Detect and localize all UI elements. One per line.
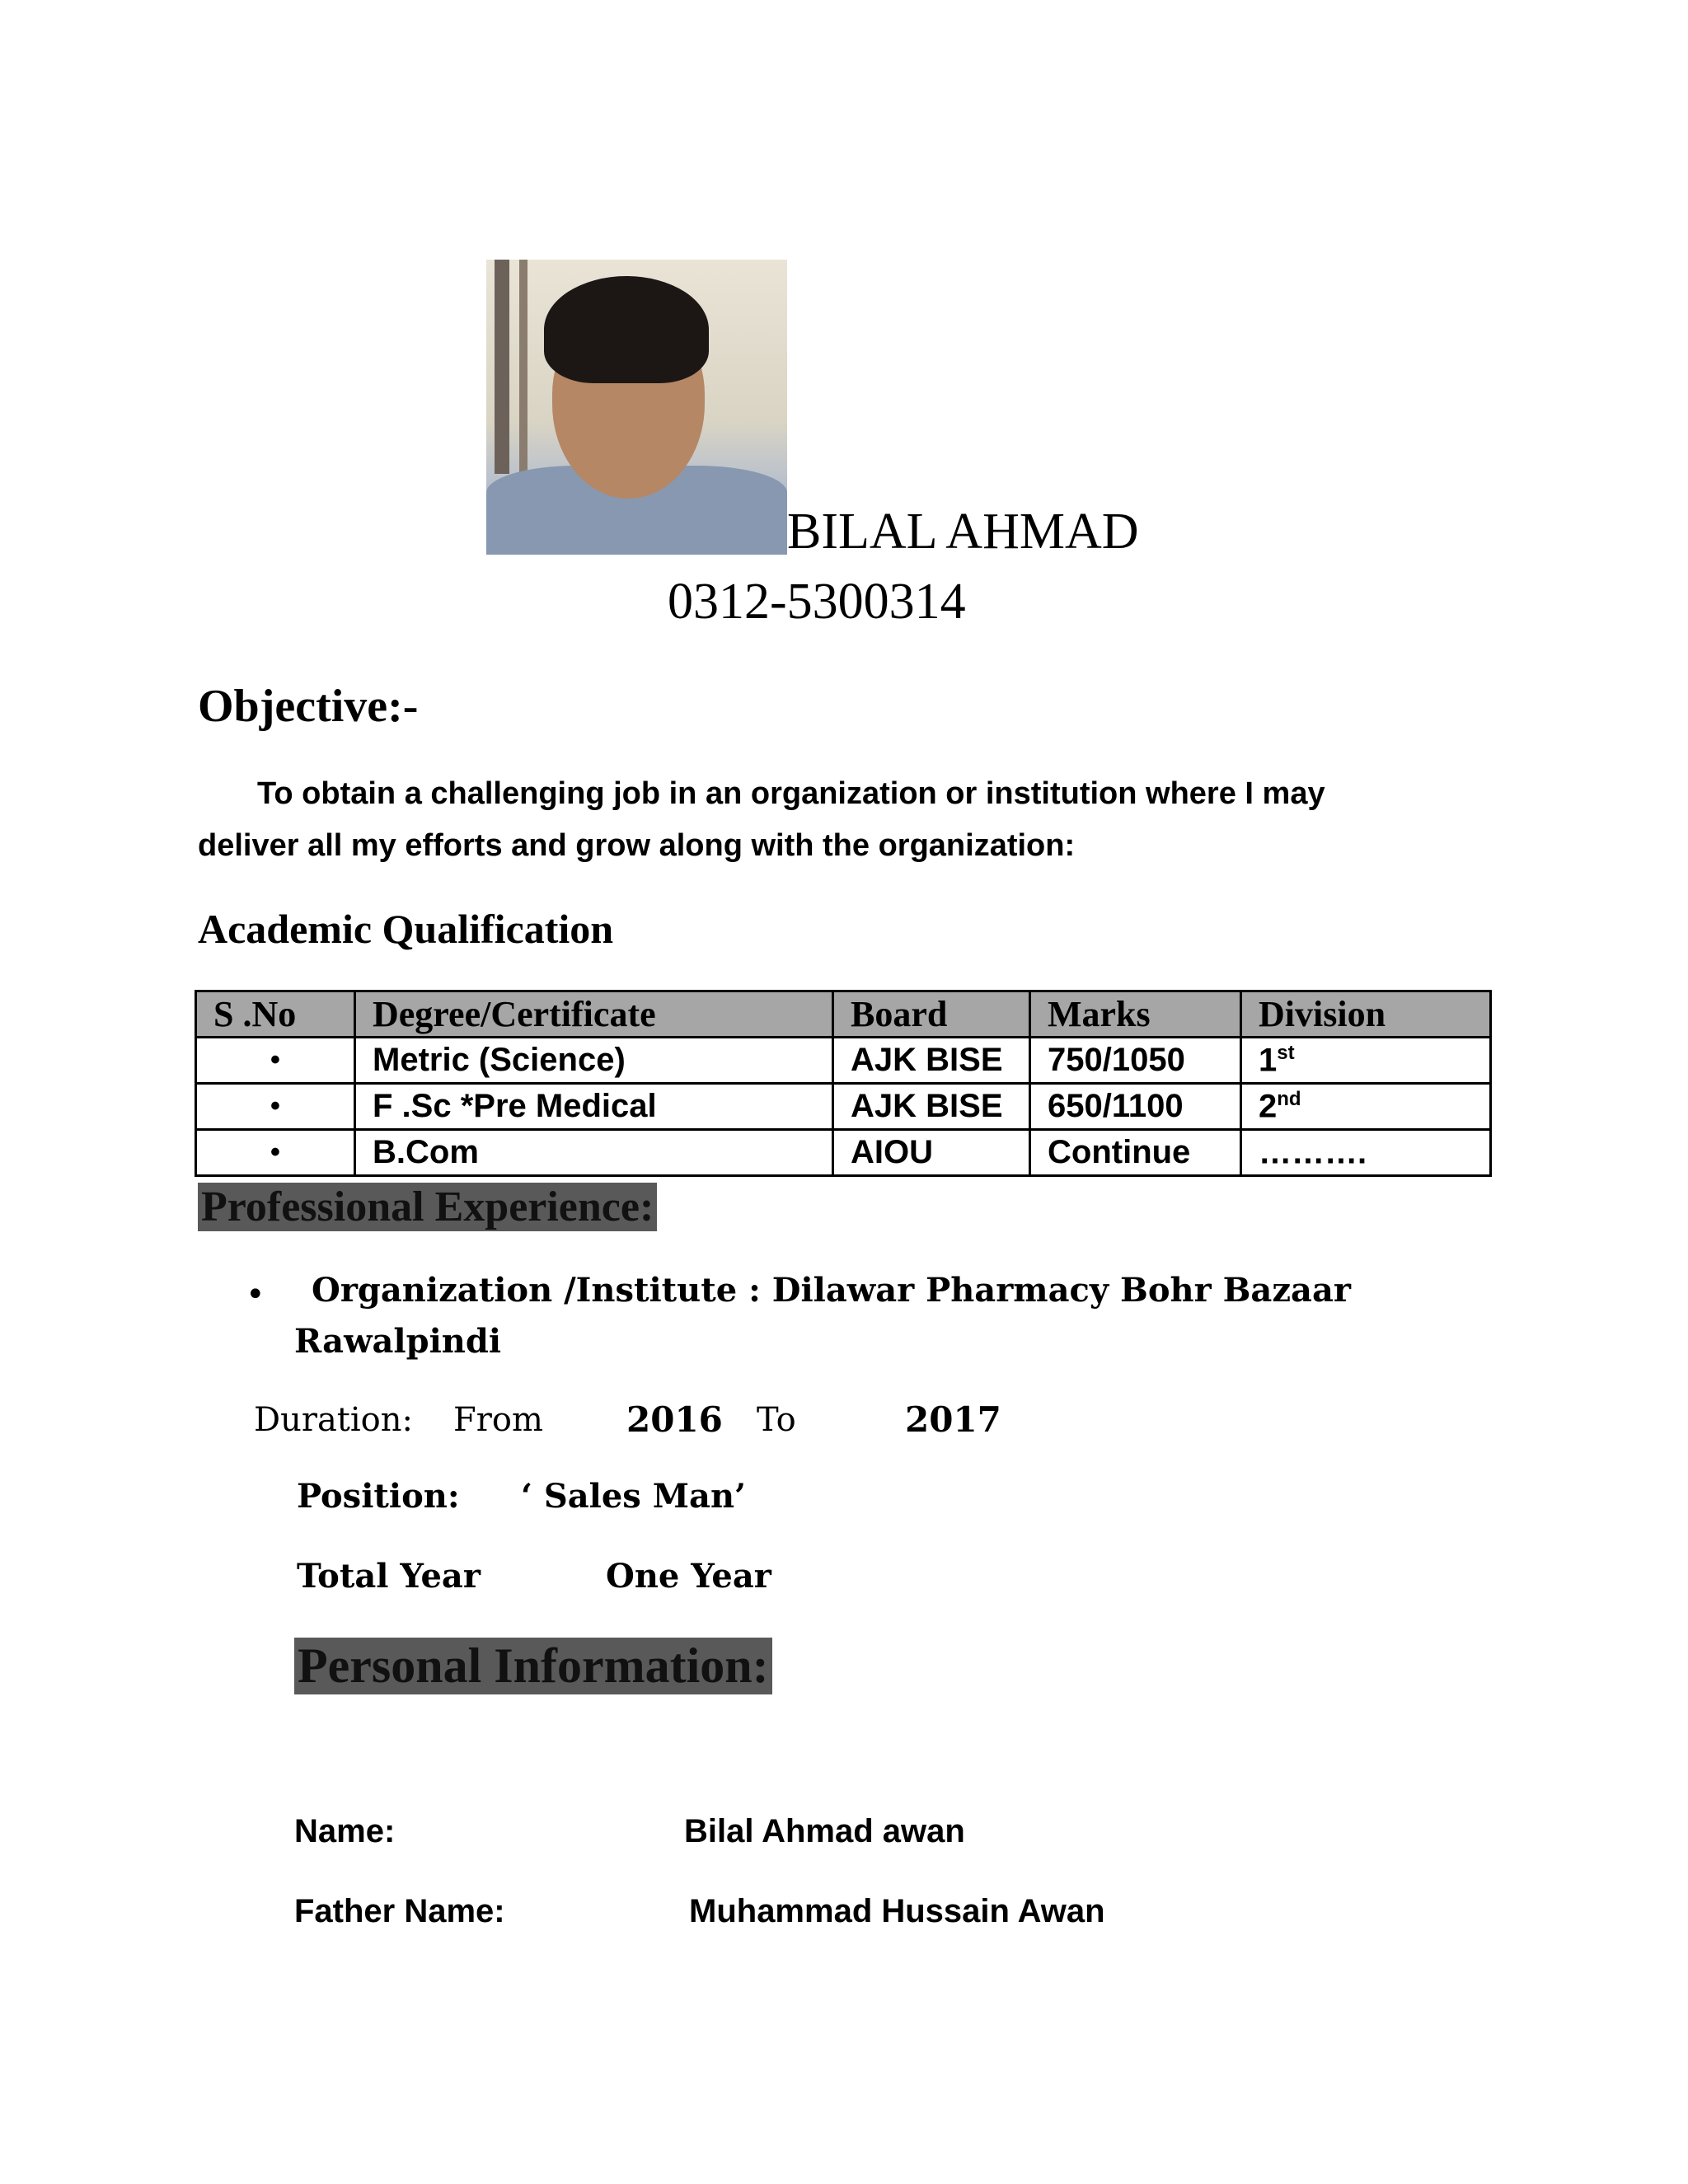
row-board: AIOU bbox=[833, 1130, 1030, 1176]
col-division: Division bbox=[1241, 991, 1491, 1038]
row-bullet: • bbox=[196, 1038, 355, 1084]
name-label: Name: bbox=[294, 1813, 396, 1849]
position-label: Position: bbox=[297, 1477, 460, 1516]
objective-text-line1: To obtain a challenging job in an organization or institution where I may bbox=[257, 776, 1325, 811]
row-bullet: • bbox=[196, 1084, 355, 1130]
row-marks: 650/1100 bbox=[1030, 1084, 1241, 1130]
row-degree: Metric (Science) bbox=[355, 1038, 833, 1084]
table-row bbox=[196, 1130, 1491, 1176]
organization-line2: Rawalpindi bbox=[294, 1322, 502, 1361]
academic-heading: Academic Qualification bbox=[198, 906, 614, 952]
duration-label: Duration: bbox=[254, 1401, 413, 1439]
objective-text-line2: deliver all my efforts and grow along with the organization: bbox=[198, 828, 1076, 863]
table-row bbox=[196, 1084, 1491, 1130]
profile-photo bbox=[486, 260, 787, 555]
duration-to-year: 2017 bbox=[905, 1399, 1001, 1440]
row-board: AJK BISE bbox=[833, 1084, 1030, 1130]
table-row bbox=[196, 1038, 1491, 1084]
candidate-name: BILAL AHMAD bbox=[787, 504, 1139, 560]
objective-heading: Objective:- bbox=[198, 681, 419, 732]
row-degree: B.Com bbox=[355, 1130, 833, 1176]
row-bullet: • bbox=[196, 1130, 355, 1176]
col-degree: Degree/Certificate bbox=[355, 991, 833, 1038]
duration-from-label: From bbox=[453, 1401, 543, 1439]
row-division: 2nd bbox=[1241, 1084, 1491, 1130]
col-sno: S .No bbox=[196, 991, 355, 1038]
personal-heading: Personal Information: bbox=[294, 1638, 772, 1694]
row-division: 1st bbox=[1241, 1038, 1491, 1084]
father-name-label: Father Name: bbox=[294, 1893, 505, 1929]
phone-number: 0312-5300314 bbox=[668, 574, 966, 630]
position-value: ‘ Sales Man’ bbox=[521, 1477, 746, 1516]
table-header-row bbox=[196, 991, 1491, 1038]
experience-heading: Professional Experience: bbox=[198, 1183, 657, 1231]
name-value: Bilal Ahmad awan bbox=[684, 1813, 965, 1849]
organization-line1: Organization /Institute : Dilawar Pharmacy Bohr Bazaar bbox=[312, 1271, 1351, 1310]
row-division: ………. bbox=[1241, 1130, 1491, 1176]
total-year-value: One Year bbox=[606, 1557, 771, 1596]
col-marks: Marks bbox=[1030, 991, 1241, 1038]
row-board: AJK BISE bbox=[833, 1038, 1030, 1084]
duration-from-year: 2016 bbox=[626, 1399, 723, 1440]
qualifications-table bbox=[195, 990, 1492, 1177]
org-bullet: • bbox=[246, 1276, 265, 1314]
col-board: Board bbox=[833, 991, 1030, 1038]
row-marks: Continue bbox=[1030, 1130, 1241, 1176]
total-year-label: Total Year bbox=[297, 1557, 481, 1596]
father-name-value: Muhammad Hussain Awan bbox=[689, 1893, 1105, 1929]
row-marks: 750/1050 bbox=[1030, 1038, 1241, 1084]
row-degree: F .Sc *Pre Medical bbox=[355, 1084, 833, 1130]
duration-to-label: To bbox=[757, 1401, 796, 1439]
